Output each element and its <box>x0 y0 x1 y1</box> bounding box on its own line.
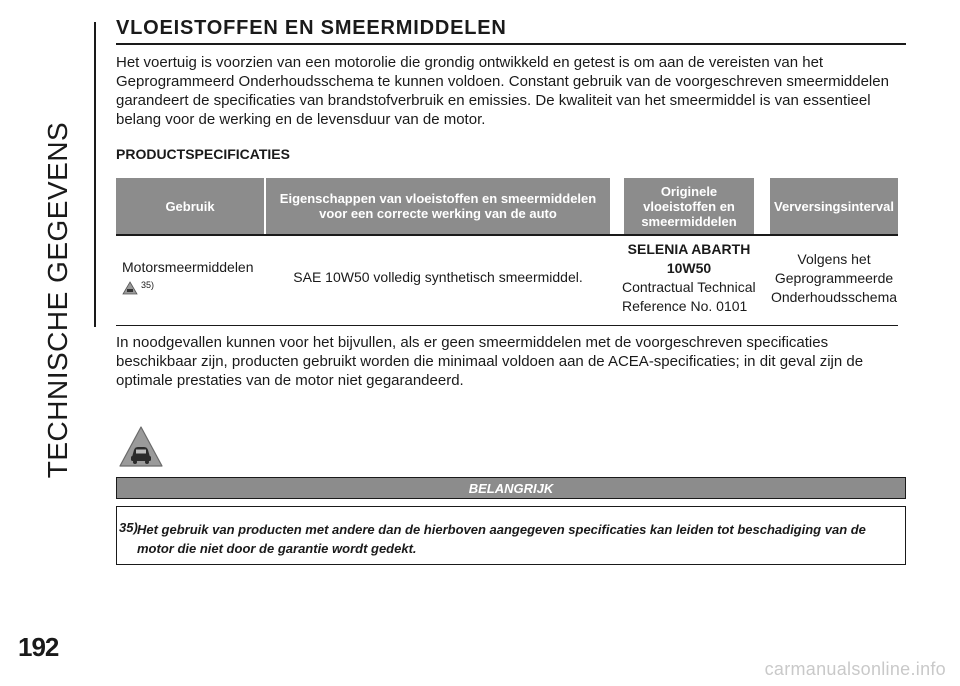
cell-use-label: Motorsmeermiddelen <box>122 259 254 275</box>
notice-number: 35) <box>119 520 138 535</box>
cell-original <box>622 240 762 316</box>
important-banner: BELANGRIJK <box>116 477 906 499</box>
warning-reference: 35) <box>141 280 155 290</box>
col-header-properties: Eigenschappen van vloeistoffen en smeermiddelen voor een correcte werking van de auto <box>266 178 610 234</box>
page-heading: VLOEISTOFFEN EN SMEERMIDDELEN <box>116 17 906 45</box>
cell-interval: Volgens het Geprogrammeerde Onderhoudsschema <box>770 251 898 305</box>
cell-use <box>122 258 254 297</box>
product-specs-subheading: PRODUCTSPECIFICATIES <box>116 146 290 162</box>
col-header-original-fluids: Originele vloeistoffen en smeermiddelen <box>624 178 754 234</box>
emergency-paragraph: In noodgevallen kunnen voor het bijvullen, als er geen smeermiddelen met de voorgeschreven specificaties beschikbaar zijn, producten gebruikt worden die minimaal voldoen aan de ACEA-specificaties; in dit geval zijn de optimale prestaties van de motor niet gegarandeerd. <box>116 334 864 389</box>
table-header-rule <box>116 234 898 236</box>
cell-property: SAE 10W50 volledig synthetisch smeermiddel. <box>293 269 583 285</box>
table-bottom-rule <box>116 325 898 326</box>
intro-paragraph: Het voertuig is voorzien van een motorolie die grondig ontwikkeld en getest is om aan de vereisten van het Geprogrammeerd Onderhoudsschema te kunnen voldoen. Constant gebruik van de voorgeschreven smeermiddelen garandeert de specificaties van brandstofverbruik en emissies. De kwaliteit van het smeermiddel is van essentieel belang voor de werking en de levensduur van de motor. <box>116 54 889 128</box>
col-header-interval: Verversingsinterval <box>770 178 898 234</box>
car-warning-icon <box>118 424 164 470</box>
section-side-title: TECHNISCHE GEGEVENS <box>42 121 73 479</box>
col-header-use: Gebruik <box>116 178 264 234</box>
watermark: carmanualsonline.info <box>764 659 946 679</box>
cell-original-product-name: SELENIA ABARTH 10W50 <box>627 241 751 276</box>
notice-text: Het gebruik van producten met andere dan de hierboven aangegeven specificaties kan leiden tot beschadiging van de motor die niet door de garantie wordt gedekt. <box>137 522 866 556</box>
cell-original-reference: Contractual Technical Reference No. 0101 <box>622 279 756 314</box>
important-notice-box <box>116 506 906 565</box>
page-number: 192 <box>18 632 59 662</box>
side-divider <box>94 22 96 327</box>
car-warning-icon <box>122 281 138 295</box>
